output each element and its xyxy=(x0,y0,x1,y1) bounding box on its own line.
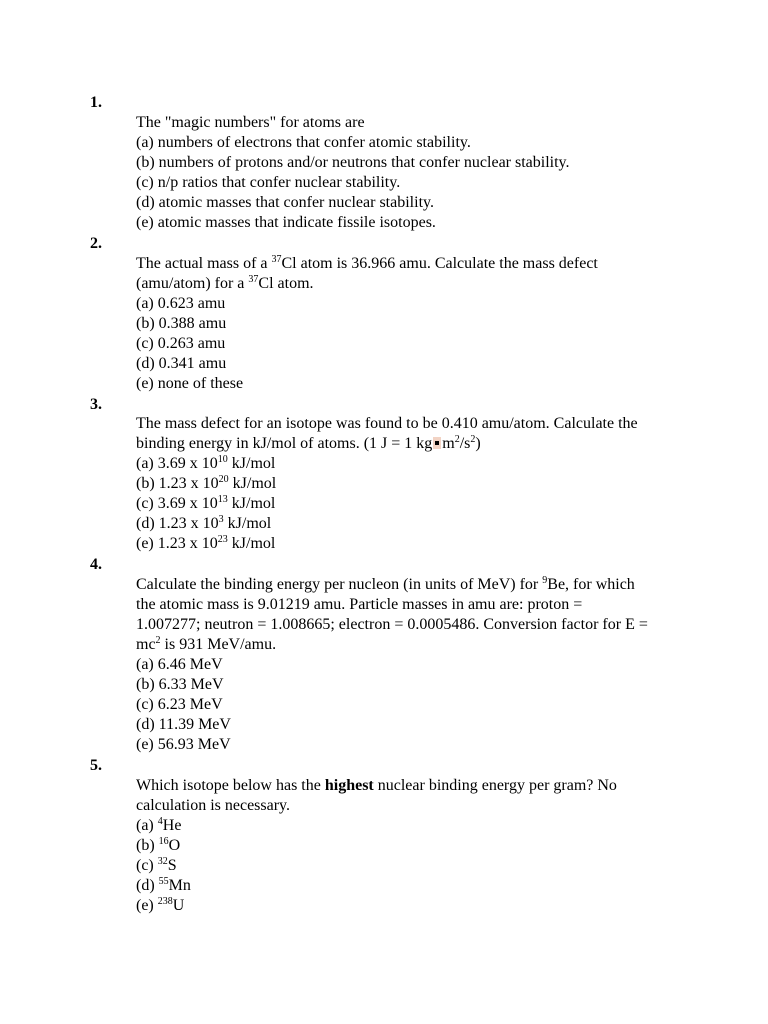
question-1-option-c: (c) n/p ratios that confer nuclear stability. xyxy=(136,174,401,191)
question-5-number: 5. xyxy=(90,757,102,774)
question-5-option-e: (e) $^{238}$U xyxy=(136,896,185,914)
question-4 xyxy=(136,575,696,755)
question-4-number: 4. xyxy=(90,556,102,573)
question-3-option-e: (e) 1.23 x $10^{23}$ kJ/mol xyxy=(136,534,276,552)
question-1 xyxy=(136,113,696,233)
question-2-stem-line-2: (amu/atom) for a $^{37}$Cl atom. xyxy=(136,274,314,292)
question-3-option-d: (d) 1.23 x $10^3$ kJ/mol xyxy=(136,514,272,532)
question-3-number: 3. xyxy=(90,396,102,413)
question-3-option-a: (a) 3.69 x $10^{10}$ kJ/mol xyxy=(136,454,276,472)
question-4-stem-line-3: 1.007277; neutron = 1.008665; electron = 0.0005486. Conversion factor for E = xyxy=(136,616,648,633)
question-3 xyxy=(136,414,696,554)
question-1-option-b: (b) numbers of protons and/or neutrons that confer nuclear stability. xyxy=(136,154,570,171)
question-5 xyxy=(136,776,696,916)
question-2-option-e: (e) none of these xyxy=(136,375,244,392)
question-5-stem-line-1: Which isotope below has the highest nuclear binding energy per gram? No xyxy=(136,777,617,794)
question-4-option-a: (a) 6.46 MeV xyxy=(136,656,223,673)
question-4-option-b: (b) 6.33 MeV xyxy=(136,676,224,693)
question-3-stem-line-2: binding energy in kJ/mol of atoms. (1 J = 1 kg $m^2/s^2$) xyxy=(136,434,481,452)
question-4-stem-line-2: the atomic mass is 9.01219 amu. Particle masses in amu are: proton = xyxy=(136,596,583,613)
multiplication-dot-icon xyxy=(433,437,441,449)
question-5-option-d: (d) $^{55}$Mn xyxy=(136,876,191,894)
question-2 xyxy=(136,254,696,394)
question-1-option-d: (d) atomic masses that confer nuclear stability. xyxy=(136,194,434,211)
question-5-option-a: (a) $^4$He xyxy=(136,816,182,834)
question-2-option-a: (a) 0.623 amu xyxy=(136,295,226,312)
question-4-option-e: (e) 56.93 MeV xyxy=(136,736,231,753)
question-5-option-b: (b) $^{16}$O xyxy=(136,836,181,854)
question-3-option-b: (b) 1.23 x $10^{20}$ kJ/mol xyxy=(136,474,277,492)
question-2-option-c: (c) 0.263 amu xyxy=(136,335,226,352)
question-4-stem-line-4: $mc^2$ is 931 MeV/amu. xyxy=(136,635,277,653)
question-1-option-e: (e) atomic masses that indicate fissile isotopes. xyxy=(136,214,436,231)
question-2-stem-line-1: The actual mass of a $^{37}$Cl atom is 36.966 amu. Calculate the mass defect xyxy=(136,254,598,272)
question-4-option-c: (c) 6.23 MeV xyxy=(136,696,223,713)
question-3-option-c: (c) 3.69 x $10^{13}$ kJ/mol xyxy=(136,494,276,512)
question-1-stem: The "magic numbers" for atoms are xyxy=(136,114,365,131)
question-1-number: 1. xyxy=(90,94,102,111)
question-1-option-a: (a) numbers of electrons that confer atomic stability. xyxy=(136,134,471,151)
question-4-stem-line-1: Calculate the binding energy per nucleon (in units of MeV) for $^9$Be, for which xyxy=(136,575,635,593)
question-2-option-d: (d) 0.341 amu xyxy=(136,355,227,372)
question-5-option-c: (c) $^{32}$S xyxy=(136,856,177,874)
question-5-stem-line-2: calculation is necessary. xyxy=(136,797,291,814)
question-2-number: 2. xyxy=(90,235,102,252)
question-4-option-d: (d) 11.39 MeV xyxy=(136,716,231,733)
question-3-stem-line-1: The mass defect for an isotope was found to be 0.410 amu/atom. Calculate the xyxy=(136,415,638,432)
question-2-option-b: (b) 0.388 amu xyxy=(136,315,227,332)
